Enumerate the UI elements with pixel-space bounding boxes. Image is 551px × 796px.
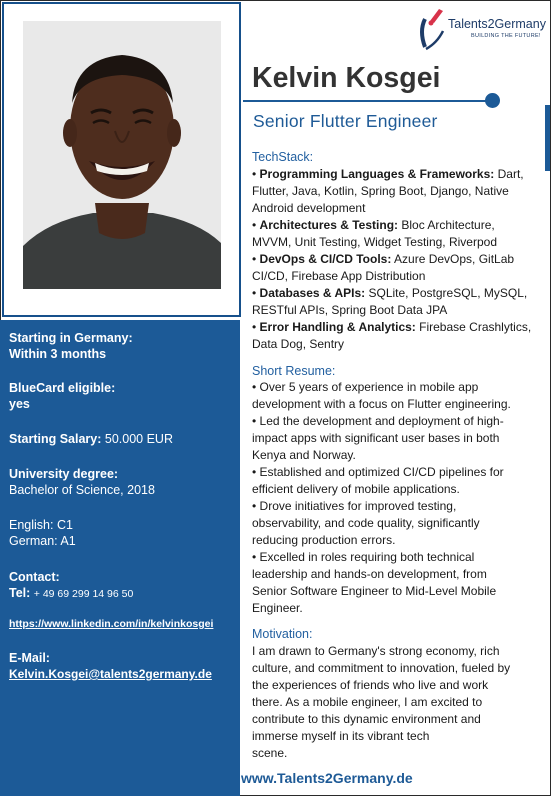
resume-line: reducing production errors.	[252, 533, 396, 547]
starting-value: Within 3 months	[9, 347, 107, 361]
tech-item-text: MVVM, Unit Testing, Widget Testing, Riverpod	[252, 235, 497, 249]
motivation-line: the experiences of friends who live and work	[252, 678, 489, 692]
bluecard-block	[9, 380, 237, 412]
resume-line: development with a focus on Flutter engineering.	[252, 397, 511, 411]
resume-line: Kenya and Norway.	[252, 448, 356, 462]
resume-line: efficient delivery of mobile applications.	[252, 482, 460, 496]
resume-line: • Established and optimized CI/CD pipelines for	[252, 465, 504, 479]
resume-line: Senior Software Engineer to Mid-Level Mobile	[252, 584, 497, 598]
motivation-line: scene.	[252, 746, 288, 760]
resume-line: • Excelled in roles requiring both technical	[252, 550, 475, 564]
motivation-heading: Motivation:	[252, 627, 313, 641]
techstack-item: • Databases & APIs: SQLite, PostgreSQL, MySQL, RESTful APIs, Spring Boot Data JPA	[252, 285, 544, 319]
tech-item-text: CI/CD, Firebase App Distribution	[252, 269, 426, 283]
footer-website[interactable]: www.Talents2Germany.de	[241, 770, 413, 786]
tech-item-text: Firebase Crashlytics,	[415, 320, 532, 334]
tech-item-label: Architectures & Testing:	[259, 218, 399, 232]
techstack-item: • Error Handling & Analytics: Firebase Crashlytics, Data Dog, Sentry	[252, 319, 544, 353]
underline-dot	[485, 93, 500, 108]
resume-line: impact apps with significant user bases in both	[252, 431, 500, 445]
motivation-line: culture, and commitment to innovation, fueled by	[252, 661, 511, 675]
motivation-line: contribute to this dynamic environment and	[252, 712, 481, 726]
email-link[interactable]: Kelvin.Kosgei@talents2germany.de	[9, 667, 212, 681]
tech-item-label: Databases & APIs:	[259, 286, 366, 300]
tel-value[interactable]: + 49 69 299 14 96 50	[33, 588, 134, 600]
resume-body	[252, 379, 544, 617]
tech-item-text: Bloc Architecture,	[398, 218, 495, 232]
salary-label: Starting Salary:	[9, 432, 102, 446]
degree-value: Bachelor of Science, 2018	[9, 483, 155, 497]
motivation-body	[252, 643, 544, 762]
tech-item-text: Flutter, Java, Kotlin, Spring Boot, Django, Native	[252, 184, 509, 198]
linkedin-block	[9, 615, 237, 632]
bluecard-label: BlueCard eligible:	[9, 381, 116, 395]
resume-line: • Over 5 years of experience in mobile app	[252, 380, 479, 394]
techstack-list	[252, 166, 544, 353]
profile-photo	[23, 21, 221, 289]
german-level: German: A1	[9, 534, 76, 548]
tech-item-text: Dart,	[494, 167, 524, 181]
photo-frame	[2, 2, 241, 317]
rocket-icon	[417, 7, 447, 51]
brand-logo	[415, 3, 550, 53]
logo-tagline: BUILDING THE FUTURE!	[471, 33, 541, 39]
tel-label: Tel:	[9, 586, 31, 600]
tech-item-text: Azure DevOps, GitLab	[391, 252, 515, 266]
techstack-heading: TechStack:	[252, 150, 314, 164]
tech-item-label: DevOps & CI/CD Tools:	[259, 252, 392, 266]
degree-label: University degree:	[9, 467, 119, 481]
bluecard-value: yes	[9, 397, 30, 411]
techstack-item: • Architectures & Testing: Bloc Architecture, MVVM, Unit Testing, Widget Testing, Riverpod	[252, 217, 544, 251]
english-level: English: C1	[9, 518, 73, 532]
candidate-title: Senior Flutter Engineer	[253, 111, 438, 131]
logo-name: Talents2Germany	[448, 17, 546, 31]
motivation-line: there. As a mobile engineer, I am excited to	[252, 695, 483, 709]
linkedin-link[interactable]: https://www.linkedin.com/in/kelvinkosgei	[9, 618, 214, 630]
name-underline	[243, 100, 493, 102]
motivation-line: immerse myself in its vibrant tech	[252, 729, 430, 743]
techstack-item: • Programming Languages & Frameworks: Dart, Flutter, Java, Kotlin, Spring Boot, Django, Native Android development	[252, 166, 544, 217]
resume-line: • Drove initiatives for improved testing,	[252, 499, 457, 513]
degree-block	[9, 466, 237, 498]
resume-line: leadership and hands-on development, from	[252, 567, 487, 581]
tech-item-text: RESTful APIs, Spring Boot Data JPA	[252, 303, 448, 317]
email-block	[9, 650, 237, 682]
salary-block	[9, 431, 237, 447]
resume-line: • Led the development and deployment of high-	[252, 414, 504, 428]
salary-value: 50.000 EUR	[104, 432, 173, 446]
resume-line: observability, and code quality, significantly	[252, 516, 480, 530]
email-label: E-Mail:	[9, 651, 50, 665]
tech-item-label: Error Handling & Analytics:	[259, 320, 416, 334]
tech-item-text: Data Dog, Sentry	[252, 337, 345, 351]
tech-item-text: Android development	[252, 201, 366, 215]
candidate-name: Kelvin Kosgei	[252, 62, 441, 94]
starting-block	[9, 330, 237, 362]
contact-block	[9, 569, 237, 602]
starting-label: Starting in Germany:	[9, 331, 133, 345]
resume-heading: Short Resume:	[252, 364, 336, 378]
accent-bar	[545, 105, 550, 171]
techstack-item: • DevOps & CI/CD Tools: Azure DevOps, GitLab CI/CD, Firebase App Distribution	[252, 251, 544, 285]
resume-line: Engineer.	[252, 601, 303, 615]
tech-item-label: Programming Languages & Frameworks:	[259, 167, 495, 181]
contact-label: Contact:	[9, 570, 60, 584]
language-block	[9, 517, 237, 549]
motivation-line: I am drawn to Germany's strong economy, rich	[252, 644, 500, 658]
left-info-panel	[0, 320, 240, 796]
tech-item-text: SQLite, PostgreSQL, MySQL,	[365, 286, 528, 300]
